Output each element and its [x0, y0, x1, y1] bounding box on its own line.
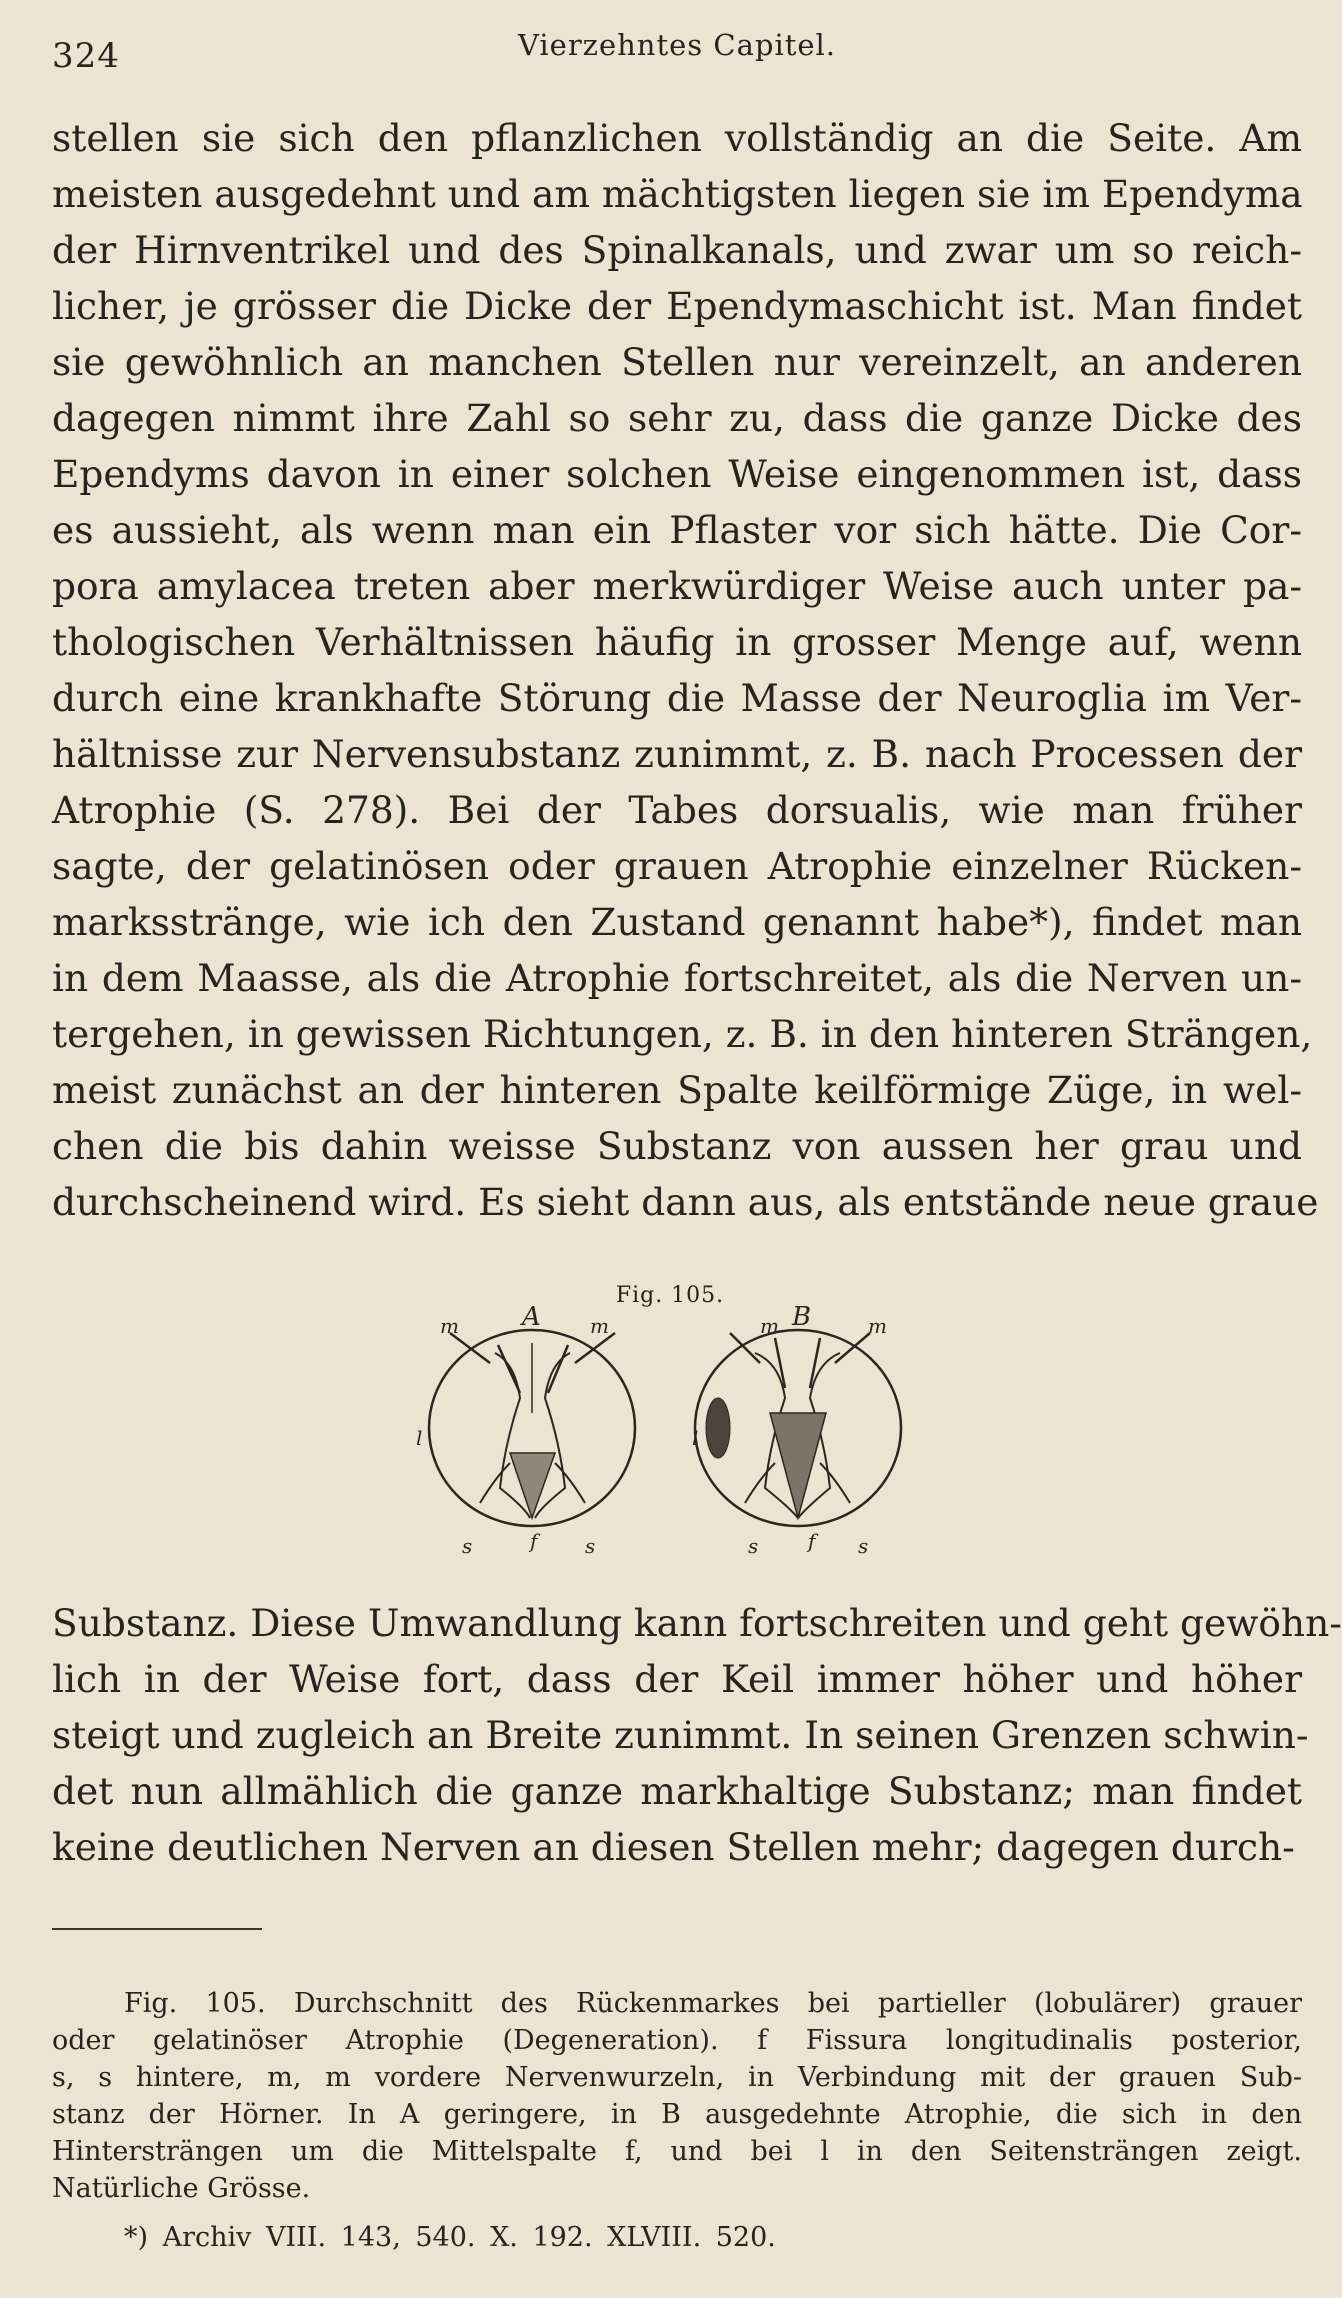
body-line: licher, je grösser die Dicke der Ependymaschicht ist. Man findet [52, 284, 1302, 328]
label-b-f: f [808, 1529, 816, 1553]
body-line: sie gewöhnlich an manchen Stellen nur vereinzelt, an anderen [52, 340, 1302, 384]
caption-line: Hintersträngen um die Mittelspalte f, und bei l in den Seitensträngen zeigt. [52, 2136, 1302, 2167]
body-text-top [52, 110, 1319, 1230]
section-a-drawing [429, 1330, 635, 1526]
label-a-s-left: s [462, 1534, 473, 1558]
body-line: Substanz. Diese Umwandlung kann fortschreiten und geht gewöhn- [52, 1601, 1342, 1645]
label-b-m-right: m [868, 1314, 887, 1338]
label-b-s-left: s [748, 1534, 759, 1558]
body-line: marksstränge, wie ich den Zustand genannt habe*), findet man [52, 900, 1302, 944]
body-line: Atrophie (S. 278). Bei der Tabes dorsualis, wie man früher [52, 788, 1302, 832]
figure-caption [52, 1985, 1302, 2207]
section-b-atrophy-wedge [770, 1413, 826, 1518]
caption-line: Natürliche Grösse. [52, 2173, 311, 2204]
label-b-s-right: s [858, 1534, 869, 1558]
body-line: durch eine krankhafte Störung die Masse der Neuroglia im Ver- [52, 676, 1302, 720]
body-line: thologischen Verhältnissen häufig in grosser Menge auf, wenn [52, 620, 1302, 664]
footnote: *) Archiv VIII. 143, 540. X. 192. XLVIII. 520. [124, 2222, 776, 2253]
footnote-separator [52, 1928, 262, 1930]
section-a-atrophy-wedge [510, 1453, 555, 1518]
figure-105 [380, 1283, 960, 1563]
caption-line: s, s hintere, m, m vordere Nervenwurzeln, in Verbindung mit der grauen Sub- [52, 2062, 1302, 2093]
label-a: A [522, 1303, 541, 1332]
label-b: B [792, 1303, 812, 1332]
body-line: meist zunächst an der hinteren Spalte keilförmige Züge, in wel- [52, 1068, 1302, 1112]
label-a-m-right: m [590, 1314, 609, 1338]
body-line: det nun allmählich die ganze markhaltige Substanz; man findet [52, 1769, 1302, 1813]
page-header [52, 28, 1302, 88]
body-line: tergehen, in gewissen Richtungen, z. B. in den hinteren Strängen, [52, 1012, 1313, 1056]
page-number: 324 [52, 36, 120, 76]
body-line: meisten ausgedehnt und am mächtigsten liegen sie im Ependyma [52, 172, 1303, 216]
body-line: pora amylacea treten aber merkwürdiger Weise auch unter pa- [52, 564, 1302, 608]
body-line: durchscheinend wird. Es sieht dann aus, als entstände neue graue [52, 1180, 1319, 1224]
caption-line: oder gelatinöser Atrophie (Degeneration). f Fissura longitudinalis posterior, [52, 2025, 1302, 2056]
label-b-l: l [692, 1426, 699, 1450]
body-line: hältnisse zur Nervensubstanz zunimmt, z. B. nach Processen der [52, 732, 1302, 776]
body-line: in dem Maasse, als die Atrophie fortschreitet, als die Nerven un- [52, 956, 1302, 1000]
body-line: lich in der Weise fort, dass der Keil immer höher und höher [52, 1657, 1302, 1701]
body-line: steigt und zugleich an Breite zunimmt. In seinen Grenzen schwin- [52, 1713, 1309, 1757]
body-line: Ependyms davon in einer solchen Weise eingenommen ist, dass [52, 452, 1302, 496]
section-b-lateral-atrophy [706, 1398, 730, 1458]
label-a-s-right: s [585, 1534, 596, 1558]
label-a-l: l [416, 1426, 423, 1450]
caption-line: Fig. 105. Durchschnitt des Rückenmarkes bei partieller (lobulärer) grauer [124, 1988, 1302, 2019]
body-line: es aussieht, als wenn man ein Pflaster vor sich hätte. Die Cor- [52, 508, 1302, 552]
section-b-drawing [695, 1330, 901, 1526]
body-line: stellen sie sich den pflanzlichen vollständig an die Seite. Am [52, 116, 1302, 160]
figure-title: Fig. 105. [615, 1283, 725, 1308]
body-line: dagegen nimmt ihre Zahl so sehr zu, dass die ganze Dicke des [52, 396, 1302, 440]
body-line: chen die bis dahin weisse Substanz von aussen her grau und [52, 1124, 1302, 1168]
running-head: Vierzehntes Capitel. [517, 28, 837, 62]
label-b-m-left: m [760, 1314, 779, 1338]
spinal-cord-cross-sections [380, 1303, 960, 1563]
caption-line: stanz der Hörner. In A geringere, in B ausgedehnte Atrophie, die sich in den [52, 2099, 1302, 2130]
body-line: sagte, der gelatinösen oder grauen Atrophie einzelner Rücken- [52, 844, 1302, 888]
body-text-bottom [52, 1595, 1342, 1875]
label-a-m-left: m [440, 1314, 459, 1338]
body-line: der Hirnventrikel und des Spinalkanals, und zwar um so reich- [52, 228, 1302, 272]
body-line: keine deutlichen Nerven an diesen Stellen mehr; dagegen durch- [52, 1825, 1295, 1869]
label-a-f: f [530, 1529, 538, 1553]
